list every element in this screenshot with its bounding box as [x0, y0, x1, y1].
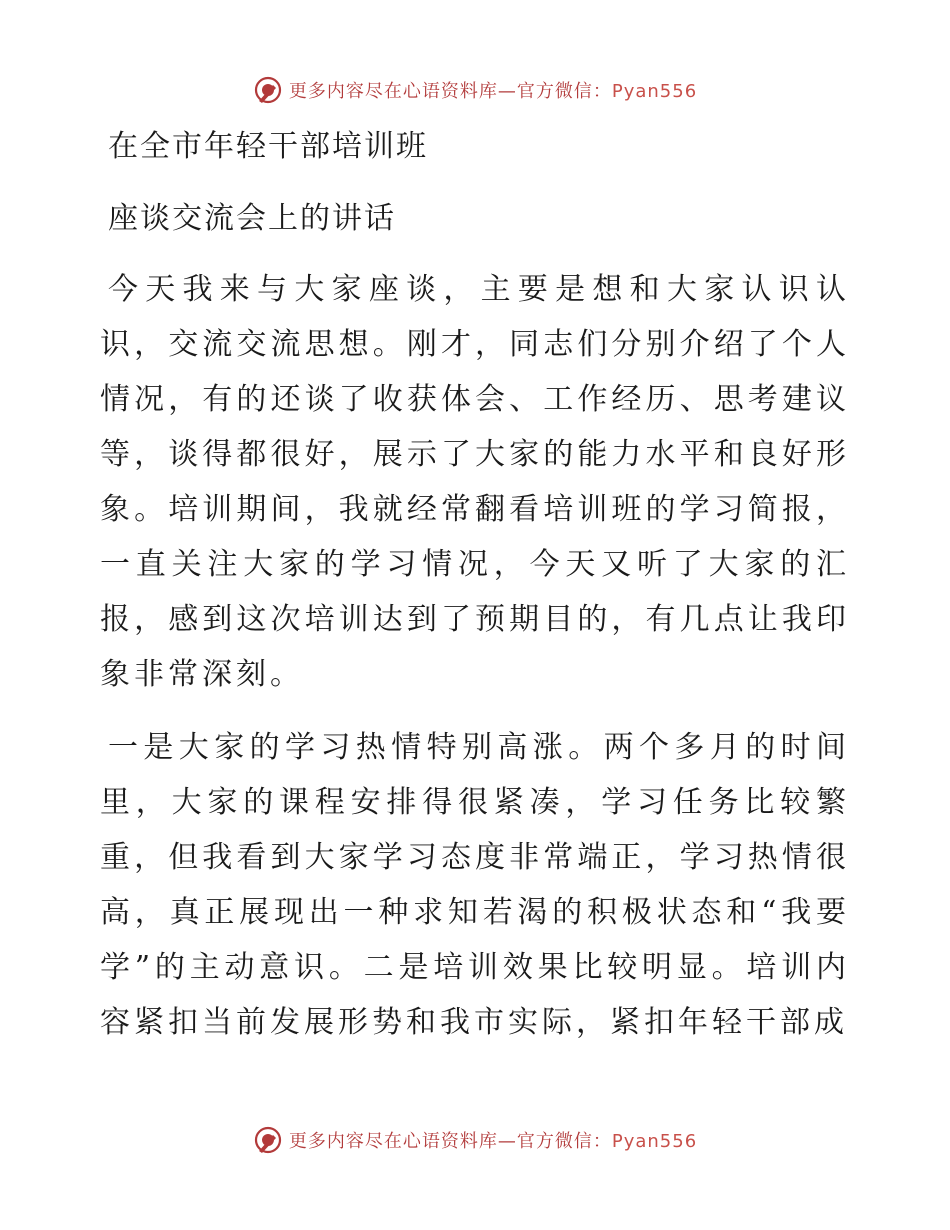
paragraph-points: 一是大家的学习热情特别高涨。两个多月的时间里，大家的课程安排得很紧凑，学习任务比较繁重，但我看到大家学习态度非常端正，学习热情很高，真正展现出一种求知若渴的积极状态和“我要学”的主动意识。二是培训效果比较明显。培训内容紧扣当前发展形势和我市实际，紧扣年轻干部成 — [100, 730, 850, 1040]
pen-logo-icon — [253, 1125, 283, 1155]
watermark-wechat-id: Pyan556 — [611, 81, 698, 102]
watermark-footer — [0, 1120, 950, 1160]
paragraph-intro: 今天我来与大家座谈，主要是想和大家认识认识，交流交流思想。刚才，同志们分别介绍了个人情况，有的还谈了收获体会、工作经历、思考建议等，谈得都很好，展示了大家的能力水平和良好形象。培训期间，我就经常翻看培训班的学习简报，一直关注大家的学习情况，今天又听了大家的汇报，感到这次培训达到了预期目的，有几点让我印象非常深刻。 — [100, 272, 850, 692]
watermark-text: 更多内容尽在心语资料库—官方微信：Pyan556 — [288, 81, 698, 102]
document-body — [100, 120, 850, 1050]
pen-logo-icon — [253, 75, 283, 105]
doc-title-line2: 座谈交流会上的讲话 — [108, 201, 396, 236]
watermark-wechat-id: Pyan556 — [611, 1131, 698, 1152]
watermark-header — [0, 70, 950, 110]
watermark-text: 更多内容尽在心语资料库—官方微信：Pyan556 — [288, 1131, 698, 1152]
doc-title-line1: 在全市年轻干部培训班 — [108, 129, 428, 164]
